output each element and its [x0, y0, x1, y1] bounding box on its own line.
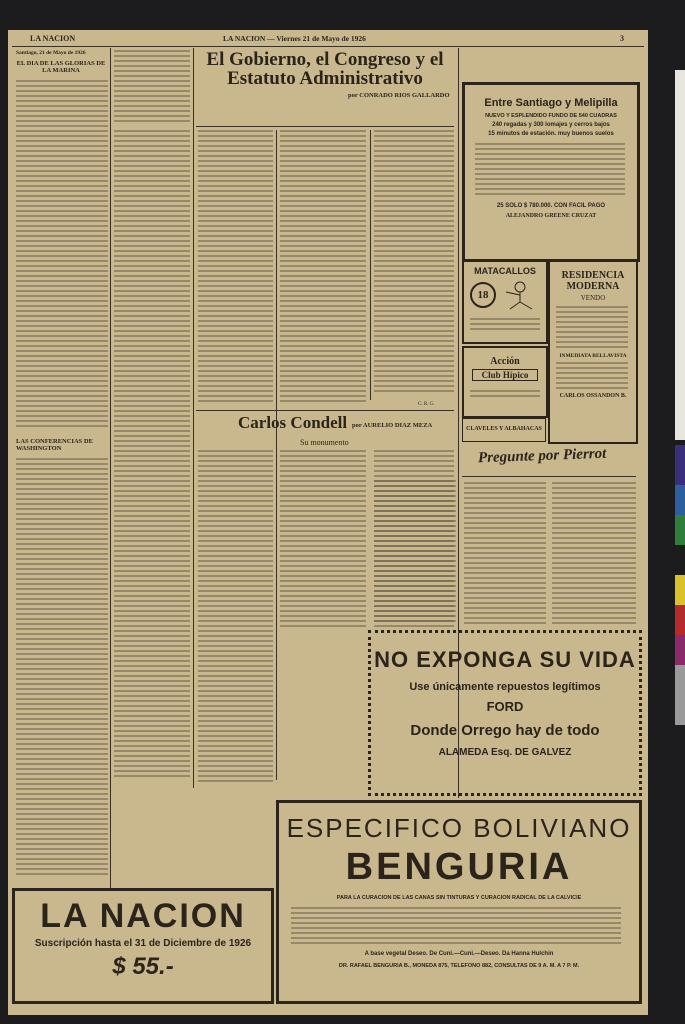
ad-residencia-sub: VENDO [580, 294, 606, 302]
column-rule [193, 48, 194, 788]
newspaper-page [8, 30, 648, 1015]
main-article-signature: C. R. G. [418, 402, 435, 407]
column-rule [110, 48, 111, 888]
col-body-c [552, 482, 636, 627]
ad-matacallos-body [470, 318, 540, 336]
masthead-left: LA NACION [30, 34, 76, 43]
condell-col2 [280, 450, 366, 630]
scan-color-patch [675, 545, 685, 575]
column-rule [276, 130, 277, 780]
ad-santiago-agent: ALEJANDRO GREENE CRUZAT [505, 213, 597, 219]
ad-matacallos [462, 260, 548, 344]
ad-residencia-footer1: INMEDIATA BELLAVISTA [559, 353, 627, 359]
ad-residencia [548, 260, 638, 444]
condell-byline: por AURELIO DIAZ MEZA [352, 422, 433, 429]
scan-color-patch [675, 635, 685, 665]
ad-ford-brand: FORD [486, 699, 524, 714]
main-article-col3 [374, 130, 454, 400]
ad-la-nacion-price: $ 55.- [112, 953, 174, 980]
ad-residencia-title1: RESIDENCIA [561, 270, 625, 281]
ad-santiago-line3: 15 minutos de estación. muy buenos suelos [488, 131, 614, 137]
ad-benguria-base: A base vegetal Deseo. De Cuni.—Cuni.—Deseo. Da Hanna Hulchin [364, 951, 554, 957]
main-article-title: El Gobierno, el Congreso y el Estatuto Administrativo [206, 49, 444, 89]
scan-gray-patch [675, 665, 685, 725]
left-subtitle: LAS CONFERENCIAS DE WASHINGTON [16, 438, 93, 452]
condell-title: Carlos Condell [238, 413, 348, 432]
scan-color-patch [675, 605, 685, 635]
col-body-a [374, 480, 456, 625]
ad-santiago-title: Entre Santiago y Melipilla [484, 97, 618, 109]
ad-club-title2: Club Hípico [472, 369, 538, 381]
ad-santiago-body [475, 143, 625, 199]
title-rule [196, 126, 454, 127]
main-article-col1 [198, 130, 273, 408]
ad-residencia-body [556, 306, 628, 351]
ad-residencia-body2 [556, 362, 628, 390]
main-article-col2 [280, 130, 366, 408]
pierrot-rule [462, 476, 636, 477]
ad-benguria [276, 800, 642, 1004]
masthead-center: LA NACION — Viernes 21 de Mayo de 1926 [223, 34, 366, 43]
scan-color-patch [675, 515, 685, 545]
scan-color-patch [675, 445, 685, 485]
condell-col1 [198, 450, 273, 785]
left-article-title: EL DIA DE LAS GLORIAS DE LA MARINA [16, 60, 106, 74]
col-body-b [464, 482, 546, 627]
col2-body [114, 130, 190, 780]
ad-residencia-footer2: CARLOS OSSANDON B. [559, 393, 627, 399]
ad-santiago-line2: 240 regadas y 300 lomajes y cerros bajos [492, 122, 610, 128]
left-subarticle-body [16, 458, 108, 878]
main-article-byline: por CONRADO RIOS GALLARDO [348, 92, 450, 99]
ad-ford [368, 630, 642, 796]
ad-la-nacion-line: Suscripción hasta el 31 de Diciembre de 1926 [34, 938, 252, 949]
ad-matacallos-badge: 18 [470, 282, 496, 308]
left-article-body [16, 80, 108, 430]
ad-claveles-text: CLAVELES Y ALBAHACAS [466, 426, 542, 432]
col2-body-top [114, 50, 190, 125]
ad-la-nacion-title: LA NACION [40, 897, 246, 935]
scan-white-strip [675, 70, 685, 440]
ad-benguria-title1: ESPECIFICO BOLIVIANO [286, 813, 632, 843]
ad-ford-address: ALAMEDA Esq. DE GALVEZ [438, 747, 572, 758]
scan-color-patch [675, 485, 685, 515]
ad-matacallos-title: MATACALLOS [474, 266, 536, 276]
page-number: 3 [620, 34, 624, 43]
ad-ford-line2: Donde Orrego hay de todo [410, 722, 600, 739]
ad-la-nacion [12, 888, 274, 1004]
date-line: Santiago, 21 de Mayo de 1926 [16, 50, 86, 56]
ad-club-title1: Acción [490, 356, 520, 367]
ad-santiago-price: 25 SOLO $ 780.000. CON FACIL PAGO [496, 203, 606, 209]
ad-benguria-title2: BENGURIA [345, 846, 573, 888]
ad-residencia-title2: MODERNA [566, 281, 620, 292]
ad-club-body [470, 390, 540, 398]
ad-matacallos-illustration [500, 280, 540, 310]
ad-benguria-sub: PARA LA CURACION DE LAS CANAS SIN TINTURAS Y CURACION RADICAL DE LA CALVICIE [336, 895, 582, 901]
ad-ford-title: NO EXPONGA SU VIDA [374, 647, 636, 672]
condell-top-rule [196, 410, 454, 411]
ad-benguria-body [291, 907, 621, 947]
condell-subtitle: Su monumento [300, 438, 349, 447]
ad-benguria-footer: DR. RAFAEL BENGURIA B., MONEDA 875, TELEFONO 882, CONSULTAS DE 9 A. M. A 7 P. M. [338, 963, 580, 969]
ad-santiago-line1: NUEVO Y ESPLENDIDO FUNDO DE 540 CUADRAS [485, 113, 617, 119]
ad-pierrot: Pregunte por Pierrot [477, 445, 607, 467]
ad-ford-line1: Use únicamente repuestos legítimos [409, 681, 601, 693]
ad-santiago-melipilla [462, 82, 640, 262]
column-rule [370, 130, 371, 400]
header-rule [12, 46, 644, 47]
ad-club-hipico [462, 346, 548, 418]
ad-claveles [462, 418, 546, 442]
scan-color-patch [675, 575, 685, 605]
